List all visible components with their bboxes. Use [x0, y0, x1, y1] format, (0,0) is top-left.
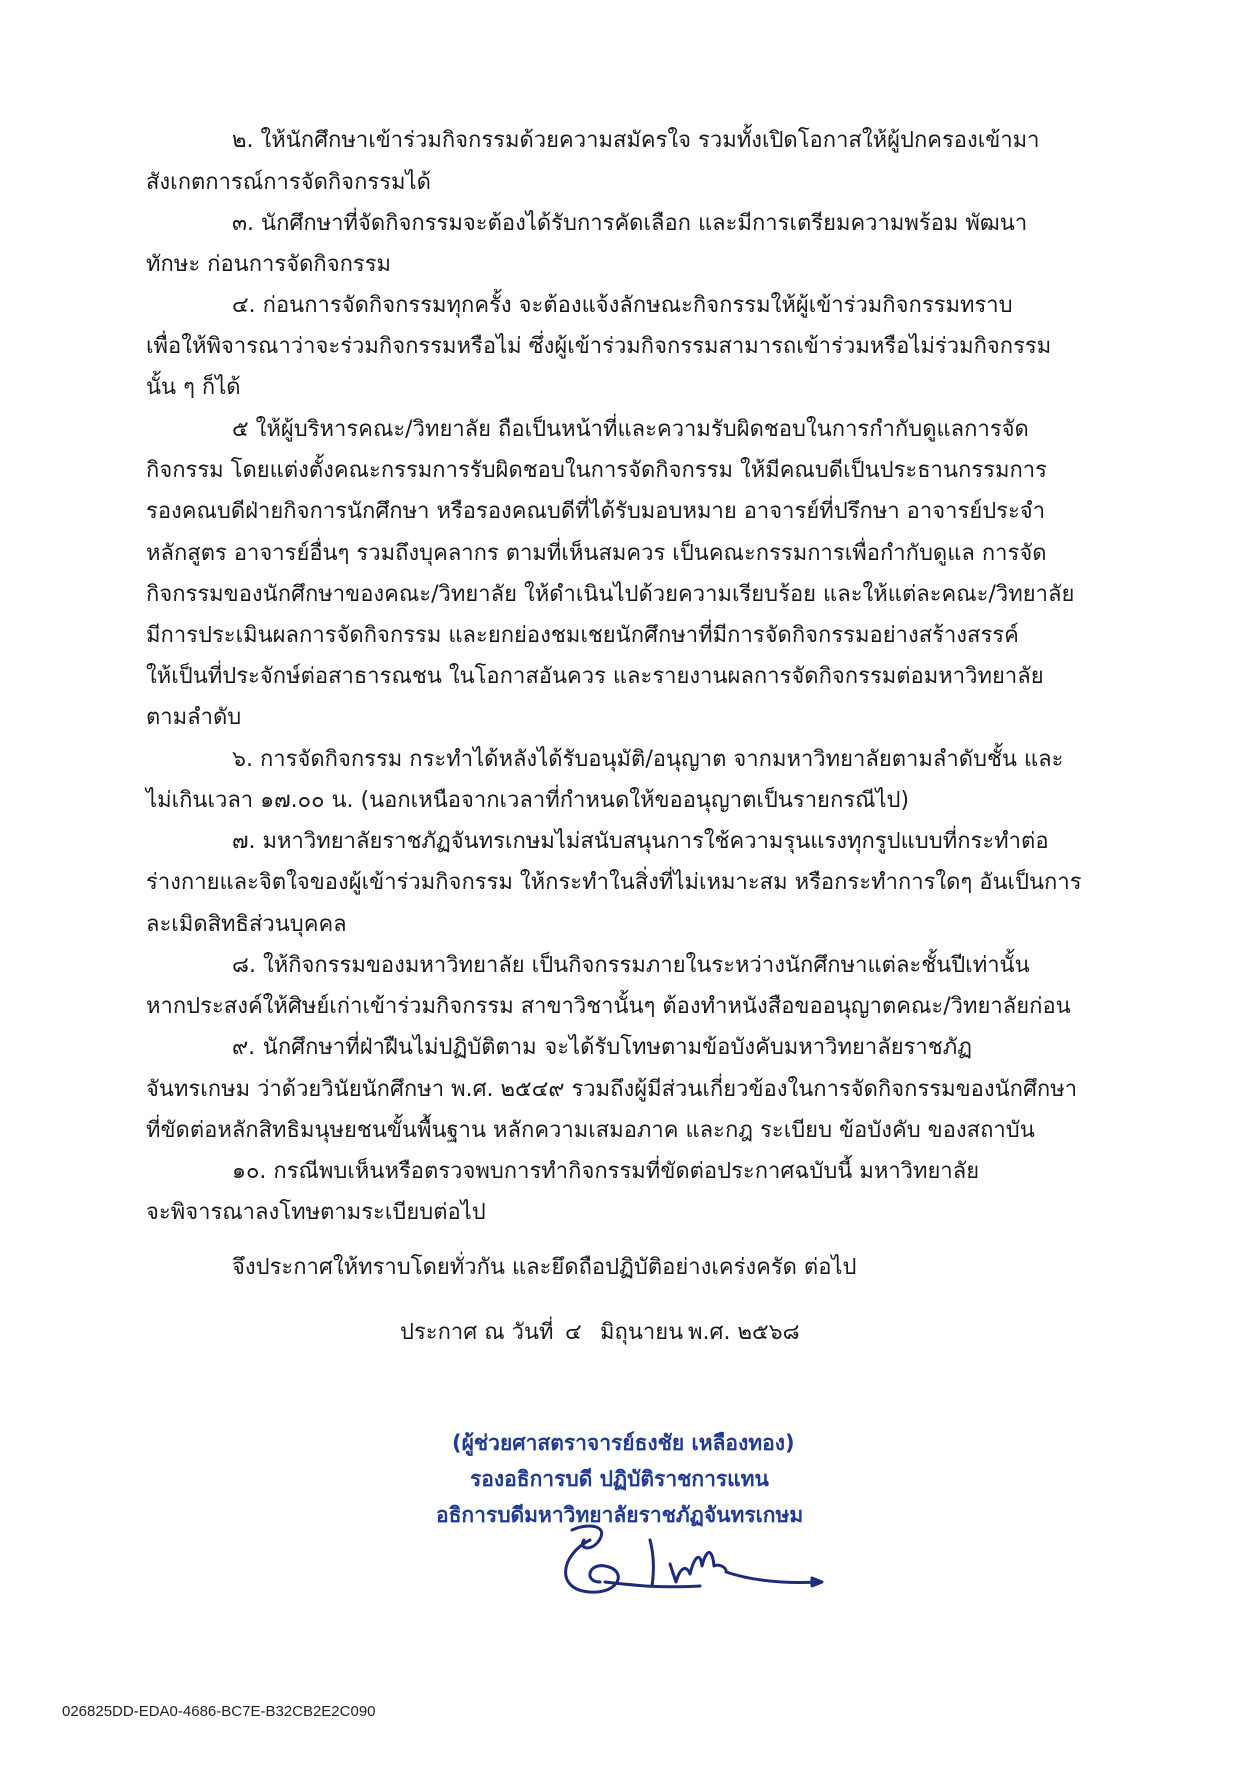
body-line: ให้เป็นที่ประจักษ์ต่อสาธารณชน ในโอกาสอันควร และรายงานผลการจัดกิจกรรมต่อมหาวิทยาลัย — [146, 664, 1044, 689]
body-line: สังเกตการณ์การจัดกิจกรรมได้ — [146, 170, 431, 195]
body-line: จันทรเกษม ว่าด้วยวินัยนักศึกษา พ.ศ. ๒๕๔๙ รวมถึงผู้มีส่วนเกี่ยวข้องในการจัดกิจกรรมของนักศึกษา — [146, 1077, 1078, 1102]
body-line: ละเมิดสิทธิส่วนบุคคล — [146, 912, 347, 937]
body-line: กิจกรรมของนักศึกษาของคณะ/วิทยาลัย ให้ดำเนินไปด้วยความเรียบร้อย และให้แต่ละคณะ/วิทยาลัย — [146, 582, 1075, 607]
body-line: จะพิจารณาลงโทษตามระเบียบต่อไป — [146, 1200, 486, 1225]
body-line: ๘. ให้กิจกรรมของมหาวิทยาลัย เป็นกิจกรรมภายในระหว่างนักศึกษาแต่ละชั้นปีเท่านั้น — [232, 953, 1030, 978]
signer-position-2: อธิการบดีมหาวิทยาลัยราชภัฏจันทรเกษม — [436, 1503, 804, 1527]
announce-day: ๔ — [565, 1320, 582, 1345]
body-line: ไม่เกินเวลา ๑๗.๐๐ น. (นอกเหนือจากเวลาที่กำหนดให้ขออนุญาตเป็นรายกรณีไป) — [146, 788, 910, 813]
body-line: มีการประเมินผลการจัดกิจกรรม และยกย่องชมเชยนักศึกษาที่มีการจัดกิจกรรมอย่างสร้างสรรค์ — [146, 623, 1019, 648]
body-line: ตามลำดับ — [146, 705, 242, 730]
announce-month: มิถุนายน — [600, 1320, 684, 1345]
body-line: ๙. นักศึกษาที่ฝ่าฝืนไม่ปฏิบัติตาม จะได้รับโทษตามข้อบังคับมหาวิทยาลัยราชภัฏ — [232, 1035, 972, 1060]
body-line: ร่างกายและจิตใจของผู้เข้าร่วมกิจกรรม ให้กระทำในสิ่งที่ไม่เหมาะสม หรือกระทำการใดๆ อันเป็นการ — [146, 870, 1082, 895]
body-line: กิจกรรม โดยแต่งตั้งคณะกรรมการรับผิดชอบในการจัดกิจกรรม ให้มีคณบดีเป็นประธานกรรมการ — [146, 458, 1047, 483]
signer-position-1: รองอธิการบดี ปฏิบัติราชการแทน — [470, 1467, 769, 1491]
body-line: ๓. นักศึกษาที่จัดกิจกรรมจะต้องได้รับการคัดเลือก และมีการเตรียมความพร้อม พัฒนา — [232, 211, 1028, 236]
body-line: หลักสูตร อาจารย์อื่นๆ รวมถึงบุคลากร ตามที่เห็นสมควร เป็นคณะกรรมการเพื่อกำกับดูแล การจัด — [146, 541, 1047, 566]
body-line: ๕ ให้ผู้บริหารคณะ/วิทยาลัย ถือเป็นหน้าที่และความรับผิดชอบในการกำกับดูแลการจัด — [232, 417, 1029, 442]
body-line: หากประสงค์ให้ศิษย์เก่าเข้าร่วมกิจกรรม สาขาวิชานั้นๆ ต้องทำหนังสือขออนุญาตคณะ/วิทยาลัยก่อน — [146, 994, 1071, 1019]
body-line: ๗. มหาวิทยาลัยราชภัฏจันทรเกษมไม่สนับสนุนการใช้ความรุนแรงทุกรูปแบบที่กระทำต่อ — [232, 829, 1049, 854]
body-line: รองคณบดีฝ่ายกิจการนักศึกษา หรือรองคณบดีที่ได้รับมอบหมาย อาจารย์ที่ปรึกษา อาจารย์ประจำ — [146, 499, 1046, 524]
announce-year: พ.ศ. ๒๕๖๘ — [688, 1320, 800, 1345]
document-id: 026825DD-EDA0-4686-BC7E-B32CB2E2C090 — [62, 1703, 376, 1720]
closing-statement: จึงประกาศให้ทราบโดยทั่วกัน และยึดถือปฏิบัติอย่างเคร่งครัด ต่อไป — [232, 1255, 857, 1280]
body-line: นั้น ๆ ก็ได้ — [146, 375, 241, 400]
signer-name: (ผู้ช่วยศาสตราจารย์ธงชัย เหลืองทอง) — [452, 1431, 795, 1455]
body-line: ที่ขัดต่อหลักสิทธิมนุษยชนขั้นพื้นฐาน หลักความเสมอภาค และกฎ ระเบียบ ข้อบังคับ ของสถาบัน — [146, 1118, 1035, 1143]
body-line: ๒. ให้นักศึกษาเข้าร่วมกิจกรรมด้วยความสมัครใจ รวมทั้งเปิดโอกาสให้ผู้ปกครองเข้ามา — [232, 128, 1040, 153]
body-line: ๖. การจัดกิจกรรม กระทำได้หลังได้รับอนุมัติ/อนุญาต จากมหาวิทยาลัยตามลำดับชั้น และ — [232, 747, 1064, 772]
body-line: ทักษะ ก่อนการจัดกิจกรรม — [146, 252, 392, 277]
announce-prefix: ประกาศ ณ วันที่ — [400, 1320, 554, 1345]
body-line: เพื่อให้พิจารณาว่าจะร่วมกิจกรรมหรือไม่ ซึ่งผู้เข้าร่วมกิจกรรมสามารถเข้าร่วมหรือไม่ร่วมกิจกรรม — [146, 334, 1052, 359]
body-line: ๑๐. กรณีพบเห็นหรือตรวจพบการทำกิจกรรมที่ขัดต่อประกาศฉบับนี้ มหาวิทยาลัย — [232, 1159, 980, 1184]
body-line: ๔. ก่อนการจัดกิจกรรมทุกครั้ง จะต้องแจ้งลักษณะกิจกรรมให้ผู้เข้าร่วมกิจกรรมทราบ — [232, 293, 1013, 318]
